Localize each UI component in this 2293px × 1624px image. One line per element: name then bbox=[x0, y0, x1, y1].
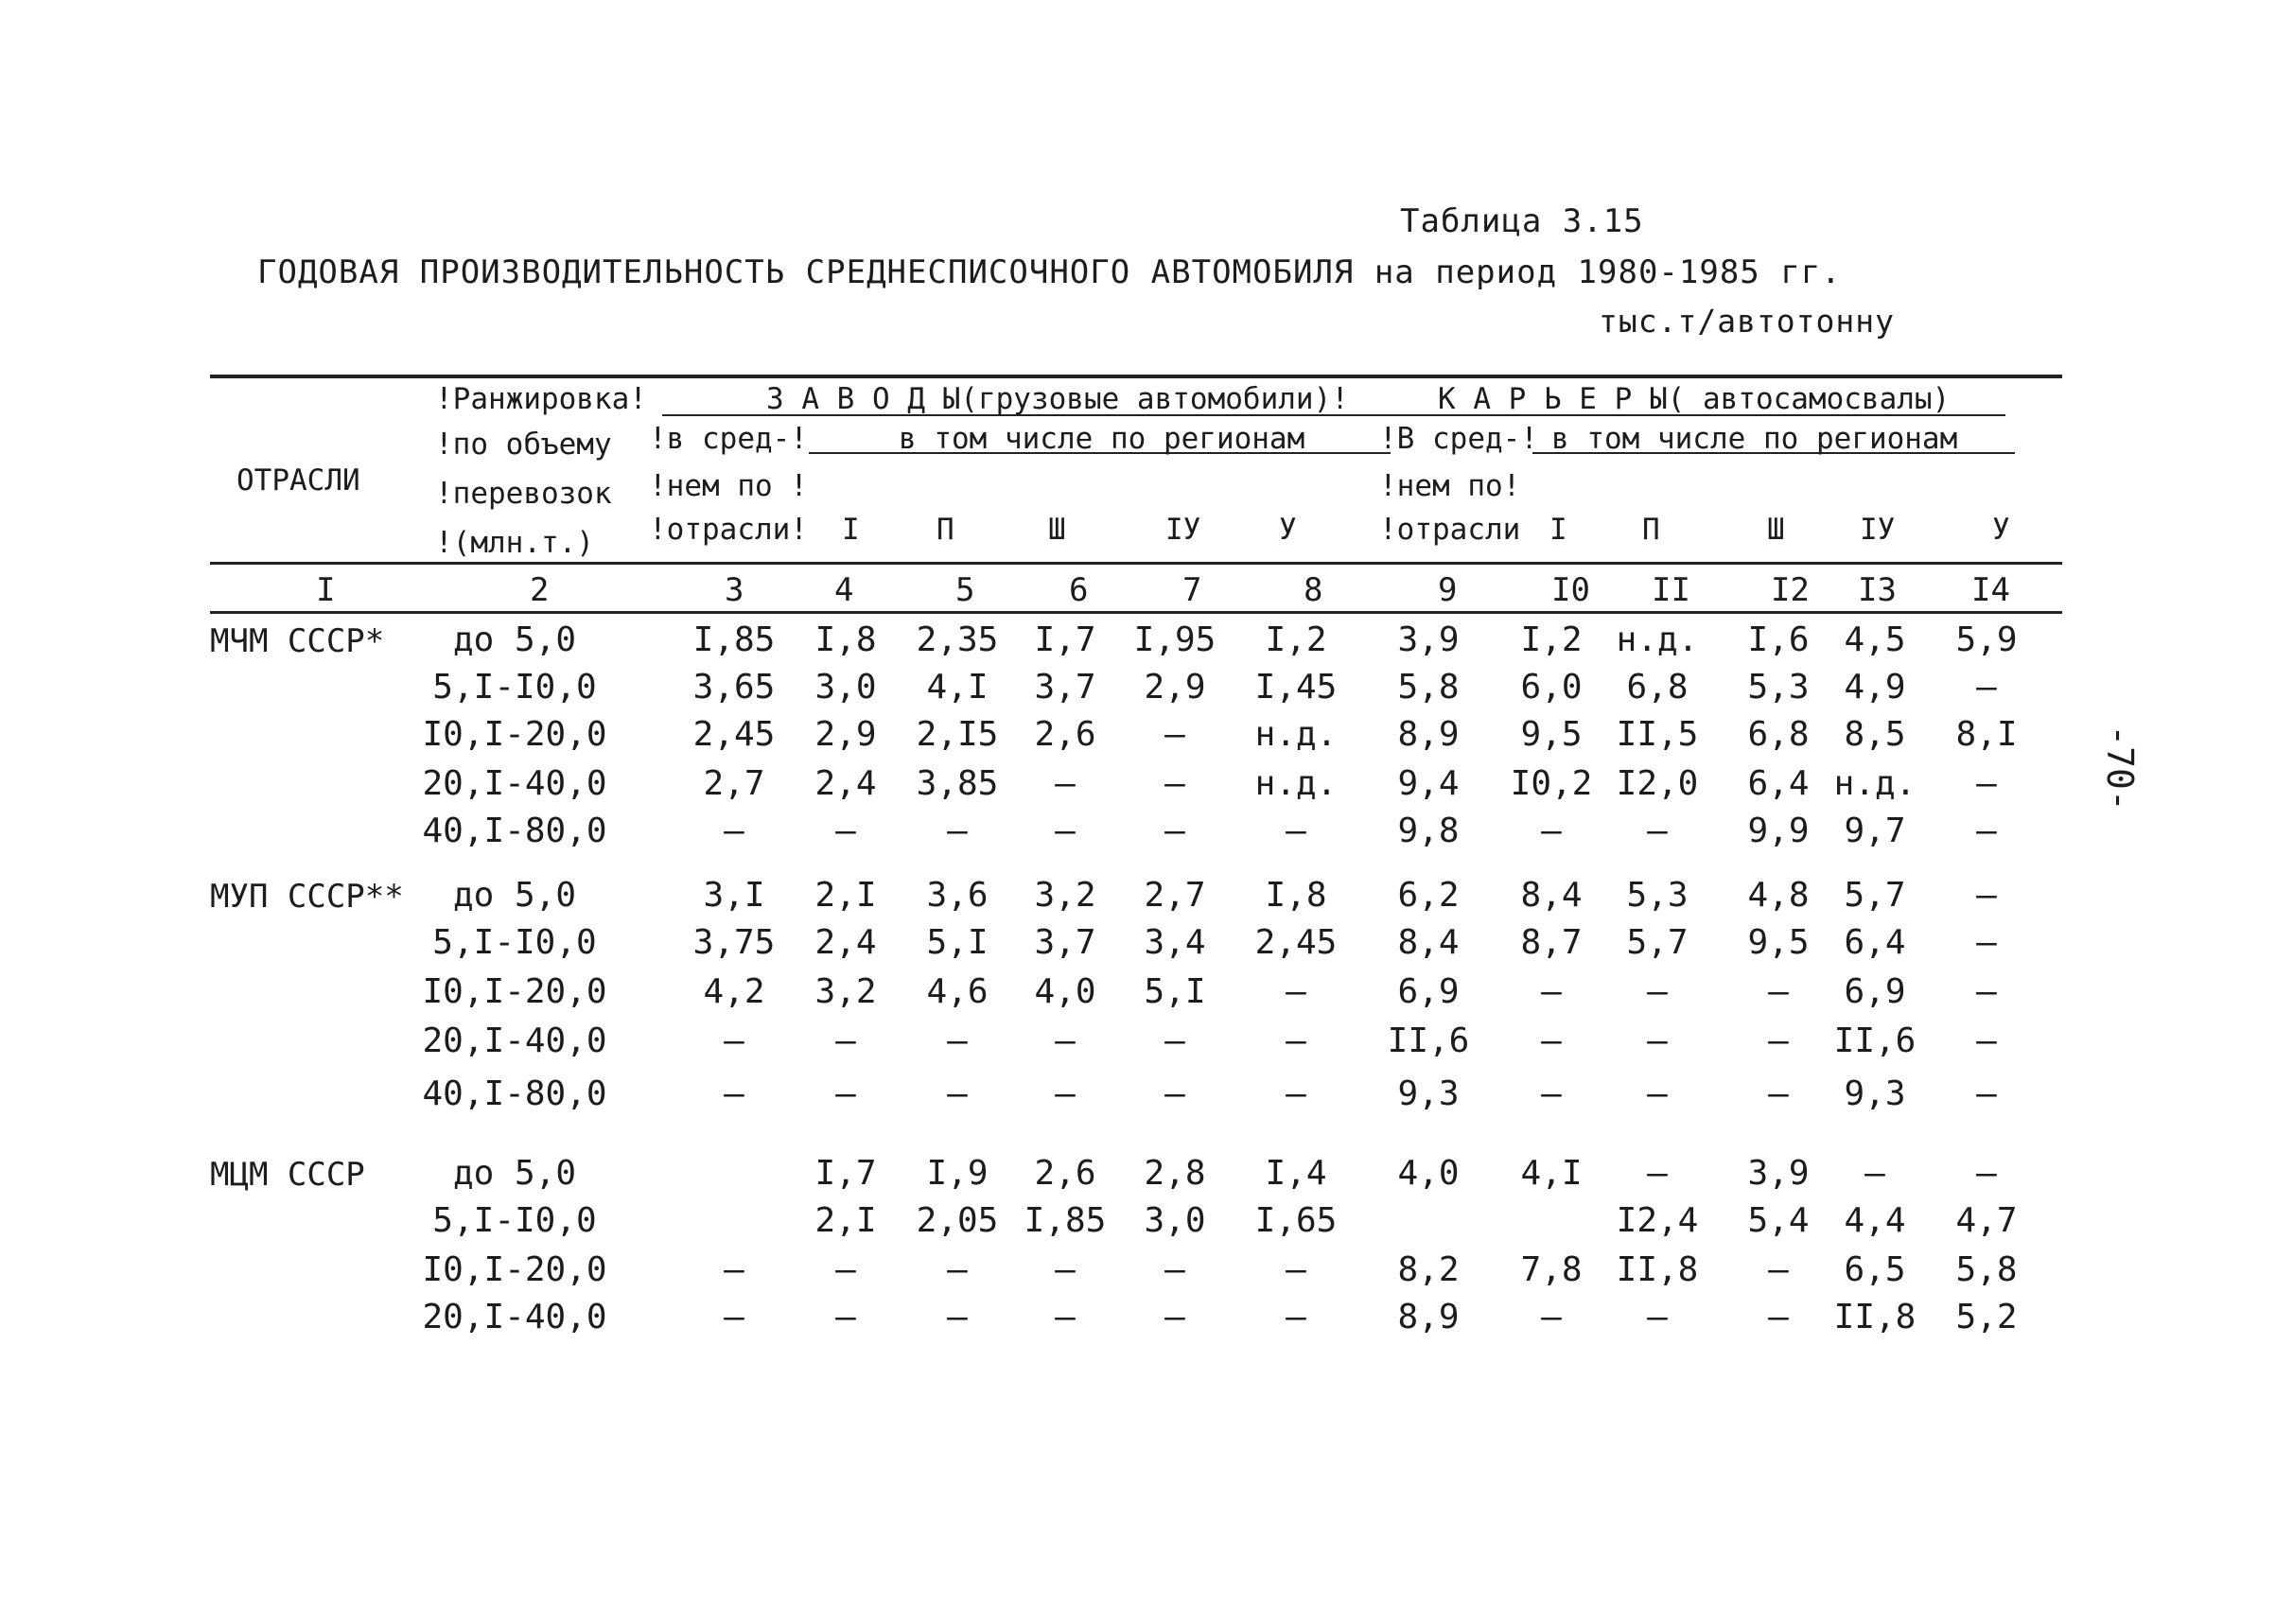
region-label-plants-5: У bbox=[1279, 513, 1297, 547]
table-cell: 4,9 bbox=[1844, 668, 1906, 707]
table-cell: 2,6 bbox=[1034, 715, 1096, 754]
table-cell: 2,4 bbox=[814, 764, 877, 803]
industry-label: МЧМ СССР* bbox=[210, 622, 385, 660]
table-cell: 7,8 bbox=[1520, 1250, 1583, 1289]
ranking-header-line-3: !перевозок bbox=[435, 477, 612, 511]
table-cell: 9,3 bbox=[1844, 1074, 1906, 1113]
column-number-8: 8 bbox=[1304, 571, 1323, 609]
table-cell: I2,4 bbox=[1616, 1201, 1699, 1240]
plants-group-header: З А В О Д Ы(грузовые автомобили)! bbox=[766, 382, 1349, 416]
table-cell: 4,7 bbox=[1955, 1201, 2018, 1240]
table-cell: 8,9 bbox=[1397, 715, 1460, 754]
column-number-13: I3 bbox=[1858, 571, 1897, 609]
table-cell: – bbox=[1164, 1250, 1185, 1289]
rank-cell: до 5,0 bbox=[452, 1154, 577, 1193]
table-cell: – bbox=[1768, 972, 1789, 1011]
region-label-plants-2: П bbox=[936, 513, 954, 547]
rank-cell: 20,I-40,0 bbox=[422, 1298, 607, 1336]
column-number-5: 5 bbox=[955, 571, 975, 609]
table-cell: 4,I bbox=[926, 668, 989, 707]
quarries-group-header: К А Р Ь Е Р Ы( автосамосвалы) bbox=[1438, 382, 1951, 416]
table-cell: – bbox=[1976, 1022, 1997, 1060]
table-cell: I,85 bbox=[692, 620, 776, 659]
table-cell: I,9 bbox=[926, 1154, 989, 1193]
table-cell: 5,8 bbox=[1397, 668, 1460, 707]
column-number-rule bbox=[210, 611, 2062, 614]
table-cell: – bbox=[1286, 1298, 1306, 1336]
table-cell: 4,I bbox=[1520, 1154, 1583, 1193]
table-cell: – bbox=[835, 1298, 856, 1336]
table-cell: 5,I bbox=[926, 923, 989, 962]
table-cell: 3,7 bbox=[1034, 668, 1096, 707]
rank-cell: 5,I-I0,0 bbox=[432, 923, 597, 962]
industry-label: МУП СССР** bbox=[210, 878, 404, 916]
table-cell: 3,6 bbox=[926, 876, 989, 915]
table-cell: 4,0 bbox=[1397, 1154, 1460, 1193]
table-cell: 4,8 bbox=[1747, 876, 1810, 915]
table-cell: 5,9 bbox=[1955, 620, 2018, 659]
table-cell: 3,65 bbox=[692, 668, 776, 707]
table-cell: – bbox=[1976, 668, 1997, 707]
table-cell: – bbox=[1286, 1022, 1306, 1060]
table-cell: 5,7 bbox=[1844, 876, 1906, 915]
column-number-9: 9 bbox=[1438, 571, 1458, 609]
table-cell: I,85 bbox=[1024, 1201, 1107, 1240]
table-cell: 5,4 bbox=[1747, 1201, 1810, 1240]
region-label-plants-4: IУ bbox=[1165, 513, 1201, 547]
unit-label: тыс.т/автотонну bbox=[1599, 303, 1896, 340]
rank-cell: 40,I-80,0 bbox=[422, 1074, 607, 1113]
table-cell: – bbox=[1647, 972, 1668, 1011]
table-cell: 3,0 bbox=[1144, 1201, 1206, 1240]
table-cell: 3,2 bbox=[814, 972, 877, 1011]
avg-industry-1-line-3: !отрасли! bbox=[649, 513, 808, 547]
table-cell: 8,4 bbox=[1520, 876, 1583, 915]
table-cell: II,8 bbox=[1833, 1298, 1917, 1336]
table-cell: – bbox=[835, 1022, 856, 1060]
table-cell: II,6 bbox=[1387, 1022, 1470, 1060]
table-cell: 3,85 bbox=[916, 764, 999, 803]
ranking-header-line-1: !Ранжировка! bbox=[435, 382, 647, 416]
table-cell: – bbox=[1055, 1022, 1076, 1060]
table-cell: – bbox=[724, 1298, 744, 1336]
table-cell: – bbox=[947, 812, 968, 850]
rank-cell: 5,I-I0,0 bbox=[432, 668, 597, 707]
page-number: -70- bbox=[2098, 725, 2141, 812]
table-cell: 9,9 bbox=[1747, 812, 1810, 850]
column-number-2: 2 bbox=[530, 571, 550, 609]
regions-header-1: в том числе по регионам bbox=[899, 422, 1305, 456]
column-number-11: II bbox=[1652, 571, 1690, 609]
table-cell: 2,I bbox=[814, 1201, 877, 1240]
table-cell: 9,5 bbox=[1520, 715, 1583, 754]
table-cell: – bbox=[1976, 972, 1997, 1011]
table-cell: 6,8 bbox=[1747, 715, 1810, 754]
table-cell: 4,5 bbox=[1844, 620, 1906, 659]
rank-cell: I0,I-20,0 bbox=[422, 1250, 607, 1289]
table-cell: – bbox=[1164, 764, 1185, 803]
table-cell: 6,2 bbox=[1397, 876, 1460, 915]
table-cell: 2,35 bbox=[916, 620, 999, 659]
avg-industry-2-line-3: !отрасли bbox=[1379, 513, 1521, 547]
table-cell: 2,4 bbox=[814, 923, 877, 962]
region-label-quarries-2: П bbox=[1642, 513, 1660, 547]
table-cell: – bbox=[1055, 812, 1076, 850]
table-cell: – bbox=[1164, 1074, 1185, 1113]
table-cell: II,8 bbox=[1616, 1250, 1699, 1289]
industry-header: ОТРАСЛИ bbox=[236, 463, 360, 498]
table-cell: 4,6 bbox=[926, 972, 989, 1011]
regions-header-2: в том числе по регионам bbox=[1551, 422, 1958, 456]
table-cell: I,6 bbox=[1747, 620, 1810, 659]
table-cell: – bbox=[1976, 812, 1997, 850]
table-cell: – bbox=[1541, 812, 1562, 850]
region-label-quarries-4: IУ bbox=[1860, 513, 1896, 547]
ranking-header-line-2: !по объему bbox=[435, 428, 612, 462]
ranking-header-line-4: !(млн.т.) bbox=[435, 526, 594, 560]
table-cell: 5,7 bbox=[1626, 923, 1689, 962]
table-cell: – bbox=[1647, 1022, 1668, 1060]
table-cell: – bbox=[1286, 812, 1306, 850]
table-cell: I,2 bbox=[1520, 620, 1583, 659]
table-cell: 3,2 bbox=[1034, 876, 1096, 915]
table-cell: – bbox=[835, 1250, 856, 1289]
table-cell: – bbox=[1541, 972, 1562, 1011]
table-cell: – bbox=[1164, 1298, 1185, 1336]
table-cell: – bbox=[1541, 1074, 1562, 1113]
table-cell: 2,8 bbox=[1144, 1154, 1206, 1193]
table-cell: 2,9 bbox=[1144, 668, 1206, 707]
table-cell: 8,I bbox=[1955, 715, 2018, 754]
table-cell: – bbox=[1647, 1154, 1668, 1193]
column-number-3: 3 bbox=[725, 571, 744, 609]
table-cell: 2,I5 bbox=[916, 715, 999, 754]
table-cell: 9,3 bbox=[1397, 1074, 1460, 1113]
table-cell: – bbox=[835, 1074, 856, 1113]
table-cell: 3,7 bbox=[1034, 923, 1096, 962]
table-cell: – bbox=[1164, 1022, 1185, 1060]
table-cell: I0,2 bbox=[1510, 764, 1593, 803]
table-cell: – bbox=[1976, 923, 1997, 962]
table-cell: – bbox=[1164, 715, 1185, 754]
table-cell: 2,7 bbox=[1144, 876, 1206, 915]
table-cell: – bbox=[1164, 812, 1185, 850]
table-cell: н.д. bbox=[1616, 620, 1699, 659]
table-cell: 6,0 bbox=[1520, 668, 1583, 707]
table-cell: 6,9 bbox=[1844, 972, 1906, 1011]
table-cell: 2,9 bbox=[814, 715, 877, 754]
table-cell: н.д. bbox=[1254, 715, 1338, 754]
table-cell: 3,9 bbox=[1747, 1154, 1810, 1193]
table-cell: – bbox=[1864, 1154, 1885, 1193]
table-cell: 2,7 bbox=[703, 764, 765, 803]
table-cell: – bbox=[1286, 1074, 1306, 1113]
table-cell: 8,4 bbox=[1397, 923, 1460, 962]
table-cell: – bbox=[1976, 1074, 1997, 1113]
table-cell: – bbox=[1976, 764, 1997, 803]
table-cell: – bbox=[724, 1250, 744, 1289]
top-rule bbox=[210, 375, 2062, 378]
table-cell: – bbox=[1647, 812, 1668, 850]
column-number-7: 7 bbox=[1182, 571, 1202, 609]
table-cell: I,95 bbox=[1133, 620, 1217, 659]
table-cell: – bbox=[947, 1298, 968, 1336]
rank-cell: 40,I-80,0 bbox=[422, 812, 607, 850]
table-cell: – bbox=[1647, 1298, 1668, 1336]
table-title: ГОДОВАЯ ПРОИЗВОДИТЕЛЬНОСТЬ СРЕДНЕСПИСОЧНОГО АВТОМОБИЛЯ на период 1980-1985 гг. bbox=[257, 253, 1842, 291]
table-cell: – bbox=[1055, 1298, 1076, 1336]
avg-industry-2-line-1: !В сред-! bbox=[1379, 422, 1538, 456]
table-cell: I,2 bbox=[1265, 620, 1327, 659]
table-cell: 5,2 bbox=[1955, 1298, 2018, 1336]
table-cell: – bbox=[724, 812, 744, 850]
table-cell: – bbox=[947, 1074, 968, 1113]
table-cell: – bbox=[1976, 1154, 1997, 1193]
table-cell: – bbox=[947, 1022, 968, 1060]
column-number-14: I4 bbox=[1971, 571, 2010, 609]
table-cell: 6,5 bbox=[1844, 1250, 1906, 1289]
region-label-plants-1: I bbox=[842, 513, 860, 547]
table-cell: – bbox=[1976, 876, 1997, 915]
table-cell: – bbox=[1768, 1298, 1789, 1336]
region-label-quarries-1: I bbox=[1549, 513, 1567, 547]
table-cell: – bbox=[835, 812, 856, 850]
avg-industry-1-line-1: !в сред-! bbox=[649, 422, 808, 456]
table-cell: 2,05 bbox=[916, 1201, 999, 1240]
table-cell: – bbox=[1768, 1250, 1789, 1289]
table-cell: 6,8 bbox=[1626, 668, 1689, 707]
table-cell: I,8 bbox=[814, 620, 877, 659]
table-cell: 5,8 bbox=[1955, 1250, 2018, 1289]
table-cell: 9,4 bbox=[1397, 764, 1460, 803]
table-cell: 5,3 bbox=[1626, 876, 1689, 915]
column-number-12: I2 bbox=[1771, 571, 1810, 609]
table-cell: 3,4 bbox=[1144, 923, 1206, 962]
table-cell: 9,8 bbox=[1397, 812, 1460, 850]
table-cell: II,5 bbox=[1616, 715, 1699, 754]
column-number-1: I bbox=[316, 571, 336, 609]
table-cell: 5,I bbox=[1144, 972, 1206, 1011]
table-cell: 9,7 bbox=[1844, 812, 1906, 850]
table-cell: 8,9 bbox=[1397, 1298, 1460, 1336]
table-cell: – bbox=[1055, 1074, 1076, 1113]
table-cell: I,7 bbox=[814, 1154, 877, 1193]
table-cell: – bbox=[1286, 972, 1306, 1011]
rank-cell: до 5,0 bbox=[452, 876, 577, 915]
table-cell: – bbox=[1768, 1022, 1789, 1060]
table-cell: 9,5 bbox=[1747, 923, 1810, 962]
table-cell: 3,75 bbox=[692, 923, 776, 962]
table-cell: – bbox=[1055, 1250, 1076, 1289]
region-label-quarries-3: Ш bbox=[1767, 513, 1785, 547]
table-cell: н.д. bbox=[1833, 764, 1917, 803]
column-number-6: 6 bbox=[1069, 571, 1089, 609]
rank-cell: I0,I-20,0 bbox=[422, 972, 607, 1011]
table-cell: I,7 bbox=[1034, 620, 1096, 659]
table-cell: 2,I bbox=[814, 876, 877, 915]
table-cell: 8,7 bbox=[1520, 923, 1583, 962]
table-cell: I,65 bbox=[1254, 1201, 1338, 1240]
column-number-10: I0 bbox=[1551, 571, 1590, 609]
table-cell: II,6 bbox=[1833, 1022, 1917, 1060]
table-cell: – bbox=[947, 1250, 968, 1289]
industry-label: МЦМ СССР bbox=[210, 1156, 365, 1194]
table-cell: 3,9 bbox=[1397, 620, 1460, 659]
table-cell: – bbox=[1541, 1298, 1562, 1336]
table-cell: – bbox=[1768, 1074, 1789, 1113]
table-cell: 3,0 bbox=[814, 668, 877, 707]
table-cell: 5,3 bbox=[1747, 668, 1810, 707]
table-cell: I,8 bbox=[1265, 876, 1327, 915]
region-label-plants-3: Ш bbox=[1048, 513, 1066, 547]
header-bottom-rule bbox=[210, 562, 2062, 565]
table-cell: – bbox=[1286, 1250, 1306, 1289]
table-cell: 2,6 bbox=[1034, 1154, 1096, 1193]
table-label: Таблица 3.15 bbox=[1400, 202, 1644, 240]
avg-industry-2-line-2: !нем по! bbox=[1379, 469, 1521, 503]
table-cell: – bbox=[1055, 764, 1076, 803]
table-cell: 8,5 bbox=[1844, 715, 1906, 754]
table-cell: I,45 bbox=[1254, 668, 1338, 707]
rank-cell: до 5,0 bbox=[452, 620, 577, 659]
table-cell: н.д. bbox=[1254, 764, 1338, 803]
rank-cell: I0,I-20,0 bbox=[422, 715, 607, 754]
column-number-4: 4 bbox=[834, 571, 854, 609]
table-cell: 4,2 bbox=[703, 972, 765, 1011]
table-cell: 6,9 bbox=[1397, 972, 1460, 1011]
table-cell: 3,I bbox=[703, 876, 765, 915]
table-cell: I,4 bbox=[1265, 1154, 1327, 1193]
rank-cell: 5,I-I0,0 bbox=[432, 1201, 597, 1240]
table-cell: 8,2 bbox=[1397, 1250, 1460, 1289]
table-cell: – bbox=[1541, 1022, 1562, 1060]
table-cell: 6,4 bbox=[1844, 923, 1906, 962]
rank-cell: 20,I-40,0 bbox=[422, 764, 607, 803]
table-cell: I2,0 bbox=[1616, 764, 1699, 803]
table-cell: – bbox=[1647, 1074, 1668, 1113]
avg-industry-1-line-2: !нем по ! bbox=[649, 469, 808, 503]
table-cell: 4,0 bbox=[1034, 972, 1096, 1011]
table-cell: – bbox=[724, 1022, 744, 1060]
table-cell: 4,4 bbox=[1844, 1201, 1906, 1240]
rank-cell: 20,I-40,0 bbox=[422, 1022, 607, 1060]
table-cell: 2,45 bbox=[692, 715, 776, 754]
table-cell: 2,45 bbox=[1254, 923, 1338, 962]
table-cell: – bbox=[724, 1074, 744, 1113]
region-label-quarries-5: У bbox=[1992, 513, 2010, 547]
table-cell: 6,4 bbox=[1747, 764, 1810, 803]
